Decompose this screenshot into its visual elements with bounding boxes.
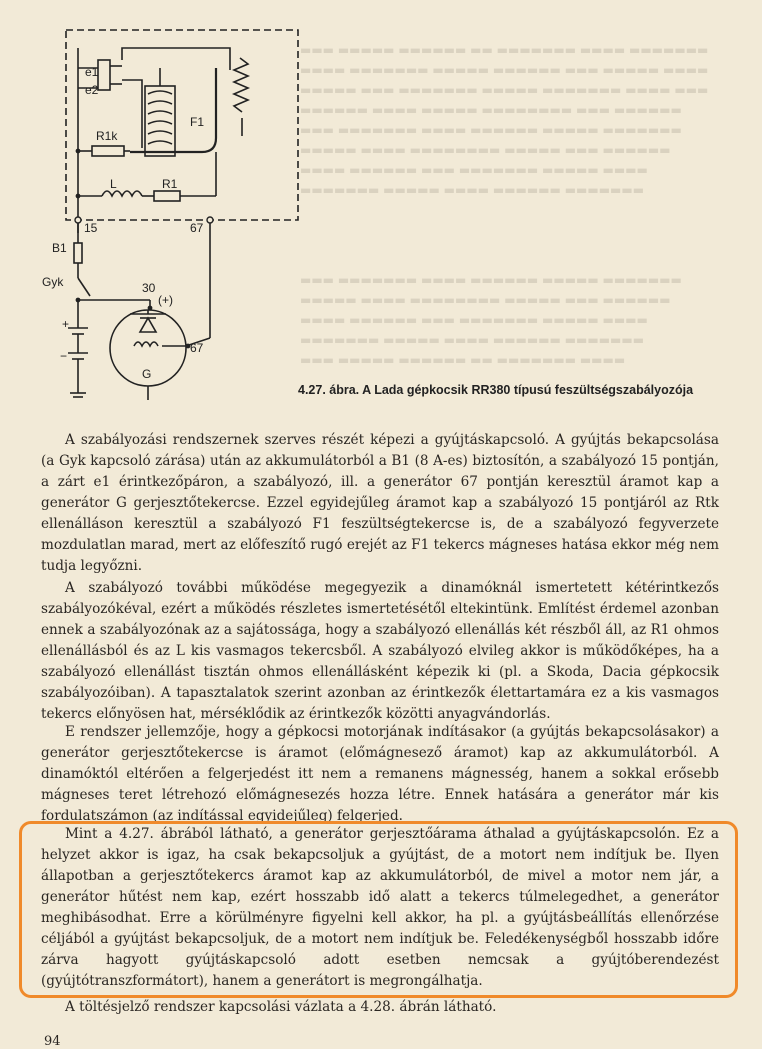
f1-coil-windings: [148, 91, 172, 144]
paragraph-2: [41, 578, 719, 725]
paragraph-3-text: E rendszer jellemzője, hogy a gépkocsi motorjának indításakor (a gyújtás bekapcsolásakor) a generátor gerjesztőtekercse is áramot (előmágnesező áramot) kap az akkumulátorból. A dinamóktól eltérően a felgerjedést itt nem a remanens mágnesség, hanem a sokkal erősebb mágneses teret létrehozó előmágnesezés hozza létre. Ennek hatására a generátor már kis fordulatszámon (az indítással egyidejűleg) felgerjed.: [41, 724, 719, 824]
label-terminal-67b: 67: [190, 341, 204, 355]
figure-caption: 4.27. ábra. A Lada gépkocsik RR380 típusú feszültségszabályozója: [298, 383, 694, 397]
bleed-through-text: ▬▬▬ ▬▬▬▬▬ ▬▬▬▬▬▬ ▬▬ ▬▬▬▬▬▬▬ ▬▬▬▬ ▬▬▬▬▬▬▬ ▬▬▬▬ ▬▬▬▬▬▬▬ ▬▬▬▬▬ ▬▬▬▬▬▬ ▬▬▬ ▬▬▬▬▬ ▬▬▬▬ ▬▬▬▬▬ ▬▬▬ ▬▬▬▬▬▬▬ ▬▬▬▬▬ ▬▬▬▬▬▬▬ ▬▬▬▬ ▬▬▬ ▬▬▬▬▬▬ ▬▬▬▬ ▬▬▬▬▬ ▬▬▬▬▬▬▬▬ ▬▬▬ ▬▬▬▬▬▬ ▬▬▬ ▬▬▬▬▬▬▬ ▬▬▬▬ ▬▬▬▬▬▬ ▬▬▬▬▬ ▬▬▬▬▬▬▬ ▬▬▬▬▬ ▬▬▬▬ ▬▬▬▬▬▬▬▬ ▬▬▬▬▬ ▬▬▬ ▬▬▬▬▬▬ ▬▬▬▬ ▬▬▬▬▬▬ ▬▬▬ ▬▬▬▬▬▬▬ ▬▬▬▬▬ ▬▬▬▬ ▬▬▬▬▬▬▬ ▬▬▬▬▬ ▬▬▬▬ ▬▬▬▬▬▬ ▬▬▬▬▬▬▬: [300, 43, 709, 197]
l-inductor: [102, 191, 142, 196]
label-g: G: [142, 367, 152, 381]
label-r1: R1: [162, 177, 178, 191]
paragraph-4-highlighted: [41, 824, 719, 992]
regulator-enclosure: [66, 30, 298, 220]
label-battery-minus: −: [60, 349, 68, 363]
spring: [234, 58, 248, 112]
label-e1: e1: [85, 65, 99, 79]
page-number: 94: [44, 1034, 61, 1049]
circuit-diagram: [30, 8, 320, 408]
label-b1: B1: [52, 241, 67, 255]
label-rtk: R1k: [96, 129, 118, 143]
label-terminal-67: 67: [190, 221, 204, 235]
label-gyk: Gyk: [42, 275, 64, 289]
paragraph-2-text: A szabályozó további működése megegyezik a dinamóknál ismertetett kétérintkezős szabályozókéval, ezért a működés részletes ismertetésétől eltekintünk. Említést érdemel azonban ennek a szabályozónak az a sajátossága, hogy a szabályozó ellenállás két részből áll, az R1 ohmos ellenállásból és az L kis vasmagos tekercsből. A szabályozó elvileg akkor is működőképes, ha a szabályozó ellenállást tisztán ohmos ellenállásként képezik ki (pl. a Skoda, Dacia gépkocsik szabályozóiban). A tapasztalatok szerint azonban az érintkezők élettartamára ez a kis vasmagos tekercs előnyösen hat, mérséklődik az érintkezők közötti anyagvándorlás.: [41, 580, 719, 722]
label-l: L: [110, 177, 117, 191]
bleed-through-text-2: ▬▬▬ ▬▬▬▬▬▬▬ ▬▬▬▬ ▬▬▬▬▬▬ ▬▬▬▬▬ ▬▬▬▬▬▬▬ ▬▬▬▬▬ ▬▬▬▬ ▬▬▬▬▬▬▬▬ ▬▬▬▬▬ ▬▬▬ ▬▬▬▬▬▬ ▬▬▬▬ ▬▬▬▬▬▬ ▬▬▬ ▬▬▬▬▬▬▬ ▬▬▬▬▬ ▬▬▬▬ ▬▬▬▬▬▬▬ ▬▬▬▬▬ ▬▬▬▬ ▬▬▬▬▬▬ ▬▬▬▬▬▬▬ ▬▬▬ ▬▬▬▬▬ ▬▬▬▬▬▬ ▬▬ ▬▬▬▬▬▬▬ ▬▬▬▬: [300, 273, 682, 367]
label-battery-plus: +: [62, 317, 70, 331]
paragraph-5-text: A töltésjelző rendszer kapcsolási vázlata a 4.28. ábrán látható.: [65, 999, 497, 1015]
label-plus: (+): [158, 293, 173, 307]
paragraph-4-text: Mint a 4.27. ábrából látható, a generátor gerjesztőárama áthalad a gyújtáskapcsolón. Ez a helyzet akkor is igaz, ha csak bekapcsoljuk a gyújtást, de a motort nem indítjuk be. Ilyen állapotban a gerjesztőtekercs áramot kap az akkumulátorból, de mivel a motor nem jár, a generátor hűtést nem kap, ezért hosszabb idő alatt a tekercs túlmelegedhet, a generátor meghibásodhat. Erre a körülményre figyelni kell akkor, ha pl. a gyújtásbeállítás ellenőrzése céljából a gyújtást bekapcsoljuk, de a motort nem indítjuk be. Feledékenységből hosszabb időre zárva hagyott gyújtáskapcsoló adott esetben nemcsak a gyújtóberendezést (gyújtótranszformátort), hanem a generátort is megrongálhatja.: [41, 826, 719, 989]
paragraph-3: [41, 722, 719, 827]
b1-fuse: [74, 243, 82, 263]
rtk-resistor: [92, 146, 124, 156]
label-e2: e2: [85, 83, 99, 97]
label-terminal-15: 15: [84, 221, 98, 235]
paragraph-1: [41, 430, 719, 577]
contact-block: [98, 60, 110, 90]
r1-resistor: [154, 191, 180, 201]
diode: [140, 318, 156, 332]
field-winding: [134, 342, 158, 346]
label-terminal-30: 30: [142, 281, 156, 295]
label-f1: F1: [190, 115, 205, 129]
paragraph-5: [41, 997, 719, 1018]
paragraph-1-text: A szabályozási rendszernek szerves részét képezi a gyújtáskapcsoló. A gyújtás bekapcsolása (a Gyk kapcsoló zárása) után az akkumulátorból a B1 (8 A-es) biztosítón, a szabályozó 15 pontján, a zárt e1 érintkezőpáron, a szabályozó, ill. a generátor 67 pontján keresztül áramot kap a generátor G gerjesztőtekercse. Ezzel egyidejűleg áramot kap a szabályozó 15 pontjáról az Rtk ellenálláson keresztül a szabályozó F1 feszültségtekercse is, de a szabályozó fegyverzete mozdulatlan marad, mert az előfeszítő rugó erejét az F1 tekercs mágneses hatása ekkor még nem tudja legyőzni.: [41, 432, 719, 574]
